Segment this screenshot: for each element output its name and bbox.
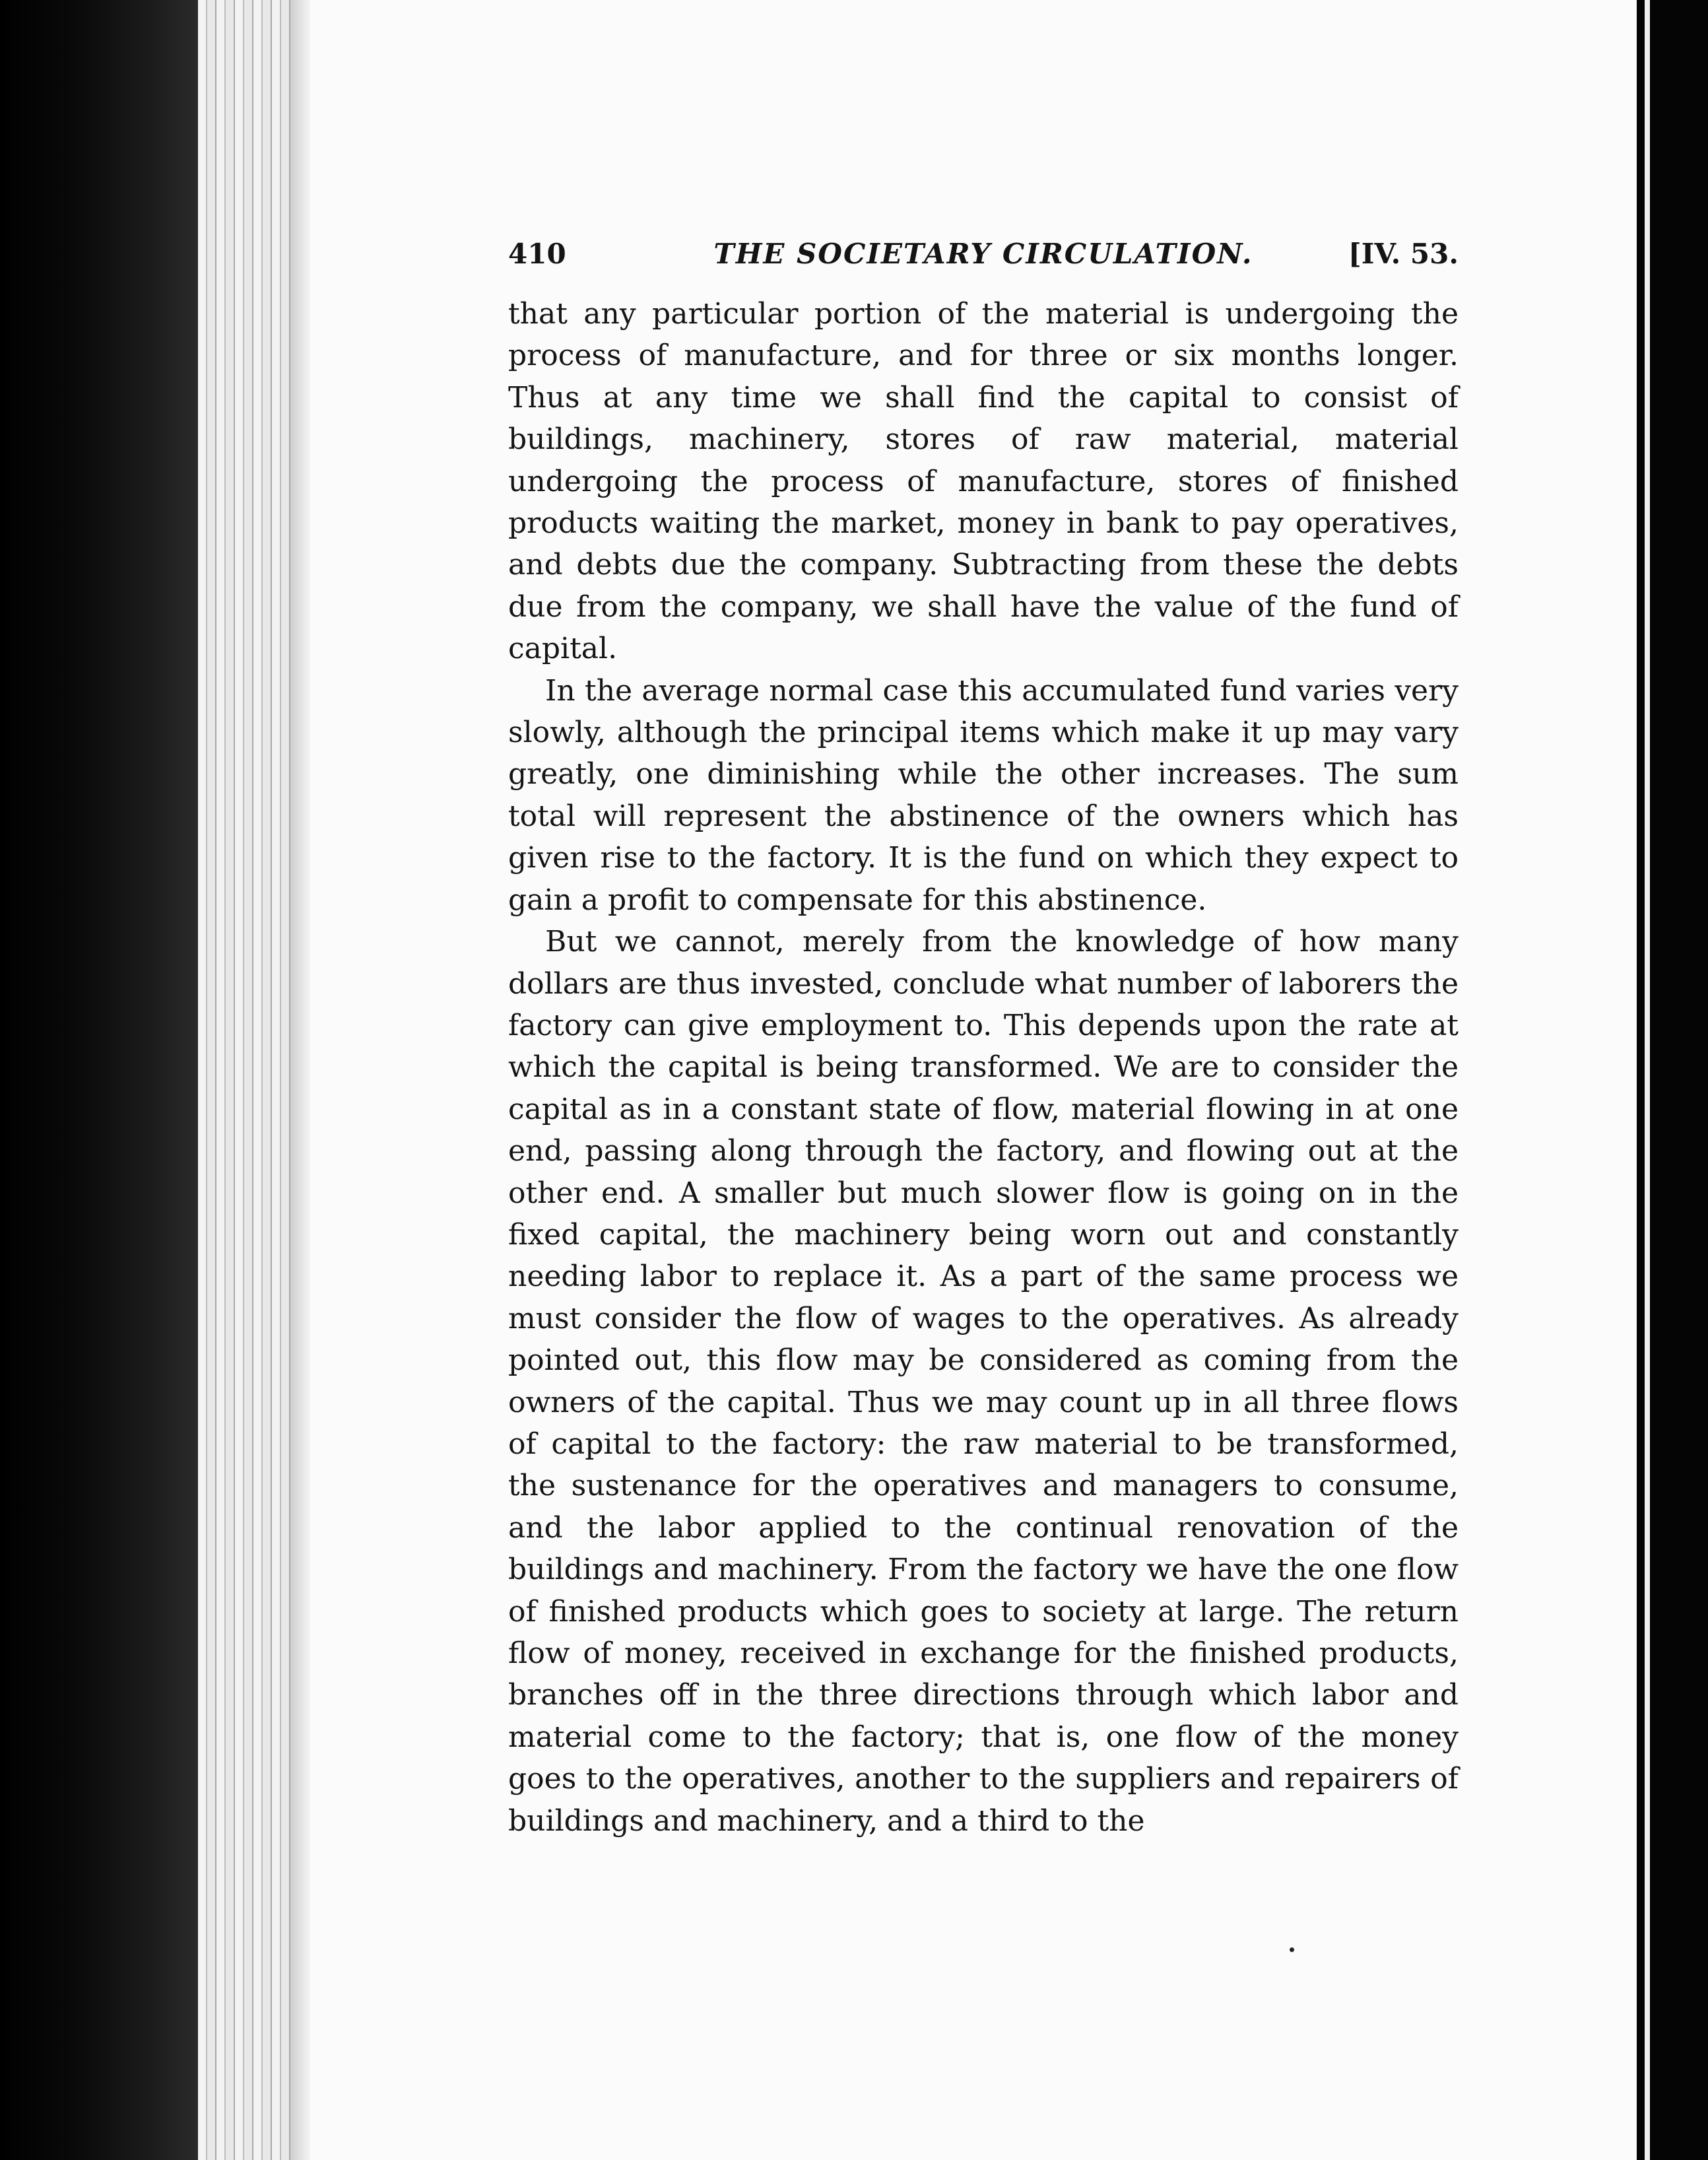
paragraph-continued: that any particular portion of the material is undergoing the process of manufacture, and for three or six months longer. Thus at any time we shall find the capital to consist of buildings, machinery, stores of raw material, material undergoing the process of manufacture, stores of finished products waiting the market, money in bank to pay operatives, and debts due the company. Subtracting from these the debts due from the company, we shall have the value of the fund of capital. xyxy=(508,297,1459,666)
running-title: THE SOCIETARY CIRCULATION. xyxy=(713,238,1253,270)
section-reference: [IV. 53. xyxy=(1348,238,1459,270)
body-text xyxy=(508,293,1459,1842)
page-number: 410 xyxy=(508,238,566,270)
ink-speck xyxy=(1290,1947,1294,1952)
paragraph: In the average normal case this accumulated fund varies very slowly, although the principal items which make it up may vary greatly, one diminishing while the other increases. The sum total will represent the abstinence of the owners which has given rise to the factory. It is the fund on which they expect to gain a profit to compensate for this abstinence. xyxy=(508,673,1459,917)
book-binding-shadow xyxy=(0,0,198,2160)
page-edge-shadow xyxy=(290,0,310,2160)
next-page-edge xyxy=(1645,0,1650,2160)
paragraph: But we cannot, merely from the knowledge of how many dollars are thus invested, conclude what number of laborers the factory can give employment to. This depends upon the rate at which the capital is being transformed. We are to consider the capital as in a constant state of flow, material flowing in at one end, passing along through the factory, and flowing out at the other end. A smaller but much slower flow is going on in the fixed capital, the machinery being worn out and constantly needing labor to replace it. As a part of the same process we must consider the flow of wages to the operatives. As already pointed out, this flow may be considered as coming from the owners of the capital. Thus we may count up in all three flows of capital to the factory: the raw material to be transformed, the sustenance for the operatives and managers to consume, and the labor applied to the continual renovation of the buildings and machinery. From the factory we have the one flow of finished products which goes to society at large. The return flow of money, received in exchange for the finished products, branches off in the three directions through which labor and material come to the factory; that is, one flow of the money goes to the operatives, another to the suppliers and repairers of buildings and machinery, and a third to the xyxy=(508,925,1459,1838)
running-head xyxy=(508,238,1459,277)
